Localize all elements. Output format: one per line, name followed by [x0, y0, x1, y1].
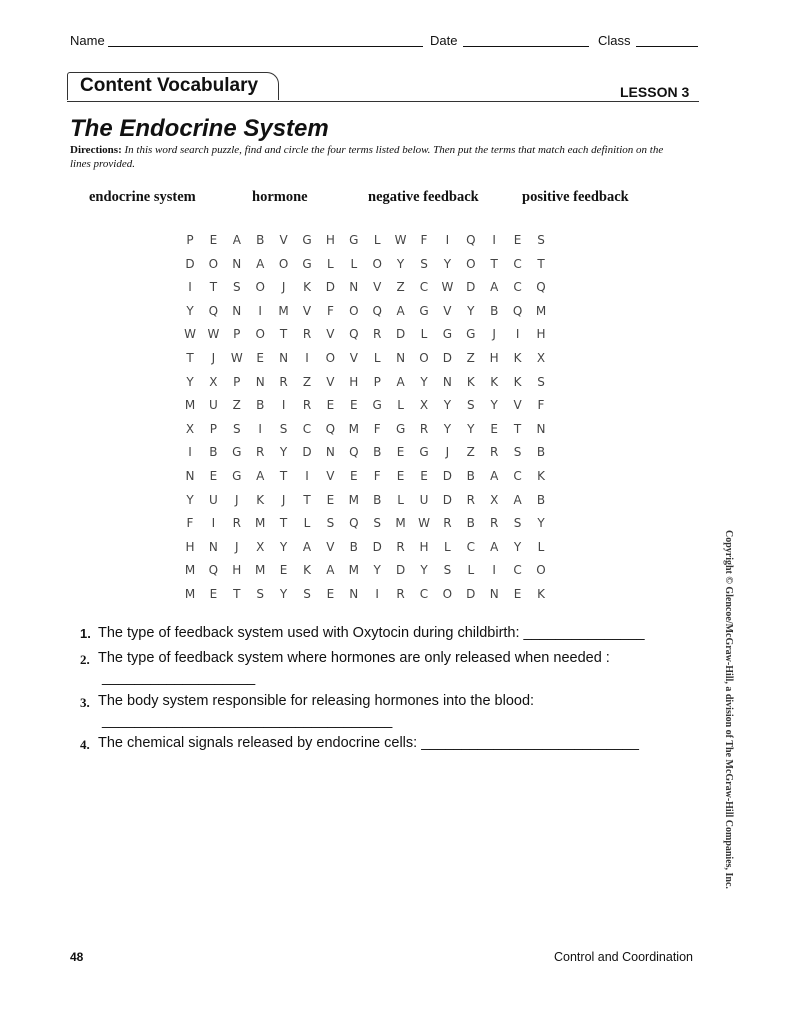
grid-letter[interactable]: I: [492, 563, 496, 578]
grid-letter[interactable]: V: [349, 351, 358, 365]
grid-letter[interactable]: N: [349, 280, 359, 295]
section-rule: [67, 101, 699, 102]
grid-letter[interactable]: E: [396, 445, 405, 460]
grid-letter[interactable]: Y: [443, 421, 452, 436]
grid-letter[interactable]: O: [325, 351, 336, 365]
grid-letter[interactable]: Z: [466, 445, 475, 460]
grid-letter[interactable]: R: [466, 492, 475, 507]
grid-letter[interactable]: Q: [325, 421, 336, 436]
grid-letter[interactable]: T: [513, 421, 522, 436]
grid-letter[interactable]: V: [302, 303, 312, 318]
grid-letter[interactable]: O: [442, 587, 453, 601]
grid-letter[interactable]: Q: [349, 516, 359, 531]
grid-letter[interactable]: E: [209, 587, 218, 601]
grid-letter[interactable]: Y: [490, 398, 498, 413]
grid-letter[interactable]: S: [232, 421, 241, 436]
question-3-number: 3.: [80, 695, 90, 710]
term-positive-feedback: positive feedback: [522, 189, 629, 205]
grid-letter[interactable]: L: [397, 492, 404, 507]
grid-letter[interactable]: B: [373, 492, 382, 507]
grid-letter[interactable]: D: [325, 280, 336, 295]
grid-letter[interactable]: T: [537, 256, 545, 271]
grid-letter[interactable]: W: [184, 327, 196, 342]
question-1-text: The type of feedback system used with Oxytocin during childbirth: _______________: [98, 625, 645, 641]
unit-title: Control and Coordination: [554, 950, 693, 964]
grid-letter[interactable]: I: [305, 469, 309, 483]
grid-letter[interactable]: O: [349, 303, 359, 318]
grid-letter[interactable]: S: [303, 587, 311, 601]
grid-letter[interactable]: Q: [208, 303, 219, 318]
grid-letter[interactable]: R: [490, 516, 499, 531]
name-line[interactable]: [108, 46, 423, 47]
grid-letter[interactable]: B: [256, 398, 265, 413]
grid-letter[interactable]: B: [466, 516, 475, 531]
grid-letter[interactable]: A: [490, 469, 499, 483]
grid-letter[interactable]: D: [466, 587, 476, 601]
grid-letter[interactable]: O: [208, 256, 219, 271]
grid-letter[interactable]: R: [396, 539, 405, 554]
grid-letter[interactable]: C: [419, 587, 429, 601]
grid-letter[interactable]: L: [350, 256, 358, 271]
grid-letter[interactable]: A: [490, 280, 499, 295]
grid-letter[interactable]: X: [209, 374, 218, 389]
grid-letter[interactable]: N: [185, 469, 195, 483]
grid-letter[interactable]: S: [537, 233, 545, 247]
grid-letter[interactable]: Q: [512, 303, 523, 318]
grid-letter[interactable]: M: [255, 516, 266, 531]
grid-letter[interactable]: Q: [372, 303, 382, 318]
grid-letter[interactable]: M: [184, 398, 196, 413]
grid-letter[interactable]: Y: [443, 398, 452, 413]
grid-letter[interactable]: G: [302, 233, 312, 247]
grid-letter[interactable]: A: [232, 233, 241, 247]
grid-letter[interactable]: T: [279, 327, 288, 342]
grid-letter[interactable]: Q: [536, 280, 546, 295]
grid-letter[interactable]: U: [419, 492, 429, 507]
grid-letter[interactable]: A: [302, 539, 312, 554]
copyright-text: Copyright © Glencoe/McGraw-Hill, a division of The McGraw-Hill Companies, Inc.: [723, 530, 734, 889]
grid-letter[interactable]: N: [349, 587, 359, 601]
grid-letter[interactable]: X: [256, 539, 265, 554]
grid-letter[interactable]: O: [419, 351, 429, 365]
grid-letter[interactable]: E: [490, 421, 498, 436]
grid-letter[interactable]: S: [232, 280, 241, 295]
grid-letter[interactable]: B: [373, 445, 382, 460]
question-4-number: 4.: [80, 737, 90, 752]
grid-letter[interactable]: F: [420, 233, 428, 247]
grid-letter[interactable]: P: [233, 374, 241, 389]
grid-letter[interactable]: K: [537, 469, 545, 483]
grid-letter[interactable]: H: [489, 351, 499, 365]
grid-letter[interactable]: N: [232, 256, 242, 271]
grid-letter[interactable]: R: [373, 327, 382, 342]
grid-letter[interactable]: I: [188, 445, 192, 460]
lesson-label: LESSON 3: [620, 84, 690, 100]
grid-letter[interactable]: T: [490, 256, 498, 271]
grid-letter[interactable]: Y: [186, 492, 194, 507]
grid-letter[interactable]: N: [325, 445, 335, 460]
grid-letter[interactable]: Y: [420, 374, 428, 389]
grid-letter[interactable]: E: [279, 563, 288, 578]
grid-letter[interactable]: G: [419, 303, 429, 318]
grid-letter[interactable]: Y: [279, 445, 288, 460]
grid-letter[interactable]: Y: [186, 374, 194, 389]
grid-letter[interactable]: F: [537, 398, 545, 413]
date-label: Date: [430, 33, 458, 48]
grid-letter[interactable]: K: [466, 374, 475, 389]
grid-letter[interactable]: D: [395, 327, 406, 342]
term-endocrine-system: endocrine system: [89, 189, 196, 205]
grid-letter[interactable]: K: [513, 351, 522, 365]
grid-letter[interactable]: M: [348, 563, 359, 578]
grid-letter[interactable]: B: [349, 539, 358, 554]
content-vocabulary-label: Content Vocabulary: [80, 75, 259, 96]
grid-letter[interactable]: H: [325, 233, 335, 247]
grid-letter[interactable]: J: [235, 539, 239, 554]
grid-letter[interactable]: Y: [443, 256, 452, 271]
grid-letter[interactable]: Y: [396, 256, 405, 271]
grid-letter[interactable]: A: [490, 539, 499, 554]
grid-letter[interactable]: Z: [466, 351, 475, 365]
grid-letter[interactable]: Y: [420, 563, 428, 578]
grid-letter[interactable]: C: [419, 280, 429, 295]
grid-letter[interactable]: A: [256, 256, 265, 271]
grid-letter[interactable]: C: [302, 421, 312, 436]
grid-letter[interactable]: M: [535, 303, 547, 318]
grid-letter[interactable]: O: [255, 327, 265, 342]
grid-letter[interactable]: K: [537, 587, 545, 601]
grid-letter[interactable]: J: [445, 445, 450, 460]
grid-letter[interactable]: G: [232, 445, 242, 460]
name-label: Name: [70, 33, 105, 48]
grid-letter[interactable]: H: [185, 539, 195, 554]
grid-letter[interactable]: R: [419, 421, 429, 436]
grid-letter[interactable]: L: [444, 539, 451, 554]
grid-letter[interactable]: V: [326, 539, 335, 554]
grid-letter[interactable]: V: [326, 374, 335, 389]
term-hormone: hormone: [252, 189, 308, 205]
grid-letter[interactable]: F: [373, 421, 381, 436]
grid-letter[interactable]: O: [372, 256, 382, 271]
grid-letter[interactable]: L: [397, 398, 404, 413]
grid-letter[interactable]: B: [466, 469, 475, 483]
grid-letter[interactable]: R: [302, 398, 312, 413]
grid-letter[interactable]: E: [326, 587, 335, 601]
grid-letter[interactable]: O: [466, 256, 476, 271]
grid-letter[interactable]: E: [513, 233, 522, 247]
grid-letter[interactable]: X: [185, 421, 195, 436]
grid-letter[interactable]: B: [256, 233, 265, 247]
grid-letter[interactable]: S: [466, 398, 475, 413]
grid-letter[interactable]: F: [326, 303, 334, 318]
grid-letter[interactable]: K: [303, 280, 311, 295]
grid-letter[interactable]: O: [278, 256, 289, 271]
grid-letter[interactable]: J: [492, 327, 496, 342]
question-3-answer-line[interactable]: ____________________________________: [102, 713, 393, 729]
grid-letter[interactable]: Y: [513, 539, 522, 554]
grid-letter[interactable]: Z: [396, 280, 405, 295]
grid-letter[interactable]: Y: [279, 539, 288, 554]
grid-letter[interactable]: E: [350, 469, 358, 483]
question-2-text: The type of feedback system where hormones are only released when needed :: [98, 650, 610, 666]
grid-letter[interactable]: S: [256, 587, 264, 601]
grid-letter[interactable]: P: [209, 421, 218, 436]
grid-letter[interactable]: E: [420, 469, 428, 483]
grid-letter[interactable]: G: [349, 233, 359, 247]
page-title: The Endocrine System: [70, 115, 329, 142]
grid-letter[interactable]: L: [303, 516, 311, 531]
grid-letter[interactable]: Q: [466, 233, 476, 247]
grid-letter[interactable]: D: [302, 445, 312, 460]
grid-letter[interactable]: Y: [279, 587, 288, 601]
grid-letter[interactable]: S: [373, 516, 381, 531]
grid-letter[interactable]: D: [185, 256, 195, 271]
grid-letter[interactable]: D: [372, 539, 382, 554]
grid-letter[interactable]: W: [230, 351, 243, 365]
grid-letter[interactable]: N: [442, 374, 452, 389]
grid-letter[interactable]: X: [419, 398, 429, 413]
grid-letter[interactable]: G: [442, 327, 453, 342]
grid-letter[interactable]: I: [445, 233, 450, 247]
grid-letter[interactable]: C: [513, 256, 522, 271]
grid-letter[interactable]: R: [302, 327, 312, 342]
date-line[interactable]: [463, 46, 589, 47]
grid-letter[interactable]: D: [466, 280, 476, 295]
grid-letter[interactable]: I: [492, 233, 496, 247]
copyright-notice: [722, 530, 736, 889]
grid-letter[interactable]: Z: [232, 398, 241, 413]
grid-letter[interactable]: D: [442, 351, 453, 365]
grid-letter[interactable]: V: [443, 303, 452, 318]
class-line[interactable]: [636, 46, 698, 47]
grid-letter[interactable]: R: [256, 445, 265, 460]
grid-letter[interactable]: S: [513, 516, 522, 531]
grid-letter[interactable]: E: [396, 469, 405, 483]
grid-letter[interactable]: L: [327, 256, 334, 271]
grid-letter[interactable]: J: [211, 351, 216, 365]
grid-letter[interactable]: M: [348, 492, 359, 507]
grid-letter[interactable]: Y: [537, 516, 545, 531]
grid-letter[interactable]: D: [442, 492, 453, 507]
question-1-number: 1.: [80, 626, 91, 641]
grid-letter[interactable]: Y: [467, 421, 475, 436]
grid-letter[interactable]: P: [233, 327, 241, 342]
grid-letter[interactable]: K: [303, 563, 311, 578]
grid-letter[interactable]: V: [279, 233, 288, 247]
grid-letter[interactable]: N: [208, 539, 218, 554]
grid-letter[interactable]: W: [418, 516, 430, 531]
grid-letter[interactable]: W: [441, 280, 454, 295]
grid-letter[interactable]: K: [256, 492, 265, 507]
grid-letter[interactable]: E: [326, 398, 335, 413]
grid-letter[interactable]: A: [513, 492, 522, 507]
grid-letter[interactable]: T: [279, 469, 288, 483]
grid-letter[interactable]: C: [466, 539, 475, 554]
grid-letter[interactable]: E: [513, 587, 522, 601]
grid-letter[interactable]: E: [209, 233, 218, 247]
grid-letter[interactable]: L: [373, 351, 381, 365]
grid-letter[interactable]: N: [489, 587, 499, 601]
grid-letter[interactable]: H: [349, 374, 359, 389]
grid-letter[interactable]: S: [537, 374, 545, 389]
question-2-answer-line[interactable]: ___________________: [102, 670, 256, 686]
grid-letter[interactable]: Y: [186, 303, 194, 318]
grid-letter[interactable]: E: [256, 351, 264, 365]
grid-letter[interactable]: B: [536, 445, 546, 460]
grid-letter[interactable]: R: [443, 516, 452, 531]
grid-letter[interactable]: Q: [208, 563, 219, 578]
grid-letter[interactable]: N: [279, 351, 289, 365]
grid-letter[interactable]: L: [420, 327, 428, 342]
grid-letter[interactable]: D: [395, 563, 406, 578]
grid-letter[interactable]: H: [536, 327, 546, 342]
directions-text: In this word search puzzle, find and circle the four terms listed below. Then put the terms that match each definition on the lines provided.: [70, 144, 664, 170]
grid-letter[interactable]: I: [188, 280, 192, 295]
grid-letter[interactable]: U: [208, 398, 218, 413]
grid-letter[interactable]: P: [186, 233, 194, 247]
grid-letter[interactable]: G: [302, 256, 312, 271]
grid-letter[interactable]: I: [515, 327, 520, 342]
grid-letter[interactable]: A: [256, 469, 265, 483]
grid-letter[interactable]: K: [513, 374, 522, 389]
grid-letter[interactable]: R: [396, 587, 405, 601]
grid-letter[interactable]: V: [513, 398, 522, 413]
grid-letter[interactable]: A: [326, 563, 335, 578]
grid-letter[interactable]: P: [373, 374, 381, 389]
grid-letter[interactable]: Q: [349, 445, 359, 460]
grid-letter[interactable]: G: [395, 421, 406, 436]
grid-letter[interactable]: T: [303, 492, 311, 507]
directions: [70, 143, 670, 171]
grid-letter[interactable]: G: [419, 445, 429, 460]
grid-letter[interactable]: Y: [467, 303, 475, 318]
grid-letter[interactable]: T: [279, 516, 288, 531]
grid-letter[interactable]: M: [278, 303, 289, 318]
grid-letter[interactable]: V: [326, 469, 335, 483]
grid-letter[interactable]: L: [467, 563, 475, 578]
grid-letter[interactable]: N: [396, 351, 406, 365]
grid-letter[interactable]: I: [281, 398, 286, 413]
grid-letter[interactable]: I: [375, 587, 379, 601]
grid-letter[interactable]: E: [209, 469, 218, 483]
grid-letter[interactable]: Z: [302, 374, 312, 389]
grid-letter[interactable]: M: [184, 587, 196, 601]
grid-letter[interactable]: X: [490, 492, 499, 507]
grid-letter[interactable]: G: [466, 327, 476, 342]
grid-letter[interactable]: K: [490, 374, 499, 389]
grid-letter[interactable]: W: [207, 327, 220, 342]
grid-letter[interactable]: F: [186, 516, 194, 531]
grid-letter[interactable]: H: [419, 539, 429, 554]
grid-letter[interactable]: E: [350, 398, 358, 413]
grid-letter[interactable]: A: [396, 374, 405, 389]
grid-letter[interactable]: B: [536, 492, 546, 507]
grid-letter[interactable]: I: [258, 421, 262, 436]
grid-letter[interactable]: S: [513, 445, 522, 460]
grid-letter[interactable]: N: [536, 421, 546, 436]
grid-letter[interactable]: I: [258, 303, 262, 318]
grid-letter[interactable]: J: [281, 492, 286, 507]
grid-letter[interactable]: G: [232, 469, 242, 483]
grid-letter[interactable]: D: [442, 469, 453, 483]
grid-letter[interactable]: N: [255, 374, 265, 389]
grid-letter[interactable]: S: [420, 256, 428, 271]
grid-letter[interactable]: J: [235, 492, 239, 507]
question-3-text: The body system responsible for releasing hormones into the blood:: [98, 693, 535, 709]
grid-letter[interactable]: M: [255, 563, 266, 578]
grid-letter[interactable]: I: [211, 516, 216, 531]
grid-letter[interactable]: H: [232, 563, 242, 578]
grid-letter[interactable]: X: [536, 351, 546, 365]
grid-letter[interactable]: J: [281, 280, 286, 295]
grid-letter[interactable]: U: [208, 492, 218, 507]
question-2-number: 2.: [80, 652, 90, 667]
page-number: 48: [70, 950, 84, 964]
grid-letter[interactable]: W: [394, 233, 407, 247]
directions-label: Directions:: [70, 144, 122, 156]
grid-letter[interactable]: E: [326, 492, 335, 507]
grid-letter[interactable]: L: [373, 233, 381, 247]
grid-letter[interactable]: A: [396, 303, 405, 318]
grid-letter[interactable]: M: [395, 516, 406, 531]
grid-letter[interactable]: B: [209, 445, 218, 460]
grid-letter[interactable]: R: [279, 374, 288, 389]
grid-letter[interactable]: V: [373, 280, 382, 295]
grid-letter[interactable]: O: [536, 563, 546, 578]
grid-letter[interactable]: R: [232, 516, 241, 531]
grid-letter[interactable]: R: [490, 445, 499, 460]
grid-letter[interactable]: T: [209, 280, 218, 295]
grid-letter[interactable]: C: [513, 563, 522, 578]
grid-letter[interactable]: B: [490, 303, 499, 318]
grid-letter[interactable]: S: [279, 421, 288, 436]
grid-letter[interactable]: L: [537, 539, 545, 554]
grid-letter[interactable]: Q: [349, 327, 359, 342]
grid-letter[interactable]: C: [513, 469, 522, 483]
question-4-text: The chemical signals released by endocrine cells: ___________________________: [98, 735, 639, 751]
class-label: Class: [598, 33, 631, 48]
grid-letter[interactable]: I: [305, 351, 309, 365]
grid-letter[interactable]: S: [326, 516, 335, 531]
grid-letter[interactable]: T: [233, 587, 241, 601]
grid-letter[interactable]: M: [348, 421, 359, 436]
grid-letter[interactable]: V: [326, 327, 335, 342]
grid-letter[interactable]: C: [513, 280, 522, 295]
grid-letter[interactable]: N: [232, 303, 242, 318]
grid-letter[interactable]: O: [255, 280, 265, 295]
grid-letter[interactable]: F: [373, 469, 381, 483]
term-negative-feedback: negative feedback: [368, 189, 479, 205]
grid-letter[interactable]: Y: [373, 563, 381, 578]
grid-letter[interactable]: G: [372, 398, 382, 413]
grid-letter[interactable]: S: [443, 563, 452, 578]
grid-letter[interactable]: T: [186, 351, 194, 365]
grid-letter[interactable]: M: [184, 563, 196, 578]
